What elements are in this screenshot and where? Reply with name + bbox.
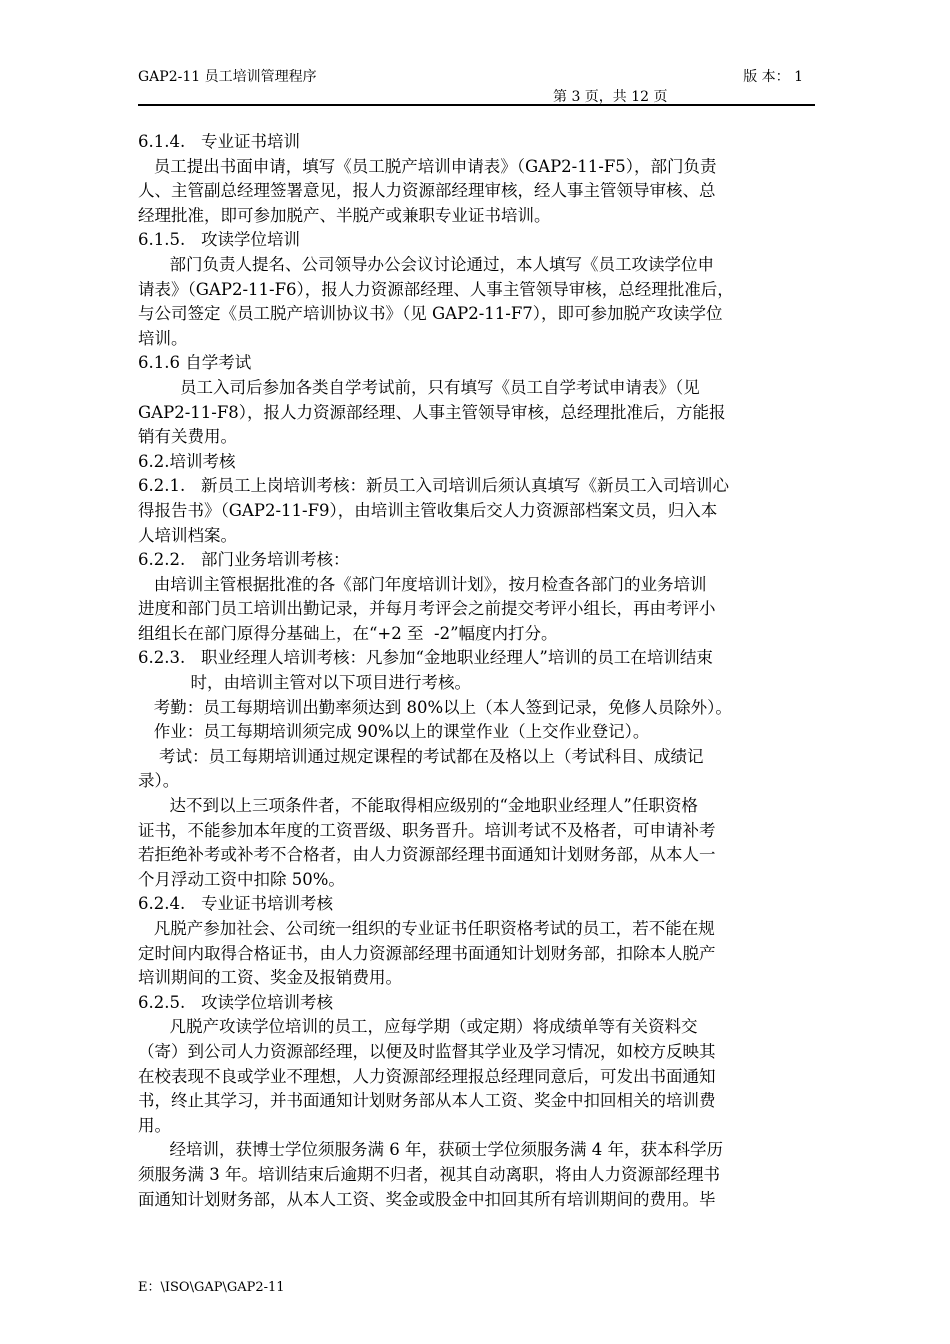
page-header [138, 66, 815, 106]
text-line: 面通知计划财务部，从本人工资、奖金或股金中扣回其所有培训期间的费用。毕 [138, 1189, 716, 1209]
page-number: 第 3 页，共 12 页 [553, 89, 668, 105]
text-line: 凡脱产攻读学位培训的员工，应每学期（或定期）将成绩单等有关资料交 [138, 1017, 698, 1037]
text-line: 经培训，获博士学位须服务满 6 年，获硕士学位须服务满 4 年，获本科学历 [138, 1140, 723, 1160]
text-line: 在校表现不良或学业不理想，人力资源部经理报总经理同意后，可发出书面通知 [138, 1066, 716, 1086]
text-line: 达不到以上三项条件者，不能取得相应级别的“金地职业经理人”任职资格 [138, 796, 698, 816]
text-line: 考勤：员工每期培训出勤率须达到 80%以上（本人签到记录，免修人员除外）。 [138, 697, 732, 717]
text-line: 须服务满 3 年。培训结束后逾期不归者，视其自动离职，将由人力资源部经理书 [138, 1164, 720, 1184]
text-line: 证书，不能参加本年度的工资晋级、职务晋升。培训考试不及格者，可申请补考 [138, 820, 716, 840]
text-line: 录）。 [138, 771, 180, 791]
text-line: 若拒绝补考或补考不合格者，由人力资源部经理书面通知计划财务部，从本人一 [138, 845, 716, 865]
text-line: 凡脱产参加社会、公司统一组织的专业证书任职资格考试的员工，若不能在规 [138, 919, 715, 938]
version-label: 版 本： 1 [743, 69, 803, 85]
text-line: 组组长在部门原得分基础上，在“+2 至 -2”幅度内打分。 [138, 623, 558, 643]
text-line: 时，由培训主管对以下项目进行考核。 [138, 673, 471, 693]
text-line: 员工入司后参加各类自学考试前，只有填写《员工自学考试申请表》（见 [138, 377, 700, 397]
text-line: 人培训档案。 [138, 525, 237, 545]
text-line: （寄）到公司人力资源部经理，以便及时监督其学业及学习情况，如校方反映其 [138, 1041, 716, 1061]
text-line: 考试：员工每期培训通过规定课程的考试都在及格以上（考试科目、成绩记 [138, 746, 704, 766]
text-line: 经理批准，即可参加脱产、半脱产或兼职专业证书培训。 [138, 205, 551, 225]
text-line: 与公司签定《员工脱产培训协议书》（见 GAP2-11-F7），即可参加脱产攻读学位 [138, 304, 723, 324]
text-line: 请表》（GAP2-11-F6），报人力资源部经理、人事主管领导审核，总经理批准后， [138, 279, 734, 299]
text-line: 6.2.3. 职业经理人培训考核：凡参加“金地职业经理人”培训的员工在培训结束 [138, 648, 713, 668]
text-line: 培训期间的工资、奖金及报销费用。 [138, 968, 402, 988]
text-line: 6.2.培训考核 [138, 451, 236, 471]
text-line: 得报告书》（GAP2-11-F9），由培训主管收集后交人力资源部档案文员，归入本 [138, 500, 718, 520]
text-line: 个月浮动工资中扣除 50%。 [138, 869, 345, 889]
text-line: 6.1.4. 专业证书培训 [138, 132, 300, 151]
text-line: 定时间内取得合格证书，由人力资源部经理书面通知计划财务部，扣除本人脱产 [138, 943, 716, 963]
text-line: 6.2.2. 部门业务培训考核： [138, 550, 350, 570]
text-line: 6.2.1. 新员工上岗培训考核：新员工入司培训后须认真填写《新员工入司培训心 [138, 476, 729, 496]
text-line: 6.2.4. 专业证书培训考核 [138, 894, 333, 914]
header-divider [138, 104, 815, 106]
text-line: 6.1.6 自学考试 [138, 353, 252, 373]
text-line: 员工提出书面申请，填写《员工脱产培训申请表》（GAP2-11-F5），部门负责 [138, 156, 717, 176]
text-line: 6.1.5. 攻读学位培训 [138, 230, 300, 250]
text-line: 进度和部门员工培训出勤记录，并每月考评会之前提交考评小组长，再由考评小 [138, 599, 716, 619]
text-line: 由培训主管根据批准的各《部门年度培训计划》，按月检查各部门的业务培训 [138, 574, 707, 594]
document-title: GAP2-11 员工培训管理程序 [138, 69, 317, 85]
text-line: 书，终止其学习，并书面通知计划财务部从本人工资、奖金中扣回相关的培训费 [138, 1091, 716, 1111]
text-line: 部门负责人提名、公司领导办公会议讨论通过，本人填写《员工攻读学位申 [138, 254, 714, 274]
text-line: 作业：员工每期培训须完成 90%以上的课堂作业（上交作业登记）。 [138, 722, 650, 742]
text-line: GAP2-11-F8），报人力资源部经理、人事主管领导审核，总经理批准后，方能报 [138, 402, 726, 422]
page-footer [138, 1276, 285, 1295]
text-line: 用。 [138, 1115, 171, 1135]
text-line: 人、主管副总经理签署意见，报人力资源部经理审核，经人事主管领导审核、总 [138, 181, 716, 201]
document-body [138, 130, 815, 1212]
text-line: 销有关费用。 [138, 427, 237, 447]
text-line: 6.2.5. 攻读学位培训考核 [138, 992, 333, 1012]
text-line: 培训。 [138, 328, 188, 348]
file-path: E：\ISO\GAP\GAP2-11 [138, 1280, 285, 1295]
